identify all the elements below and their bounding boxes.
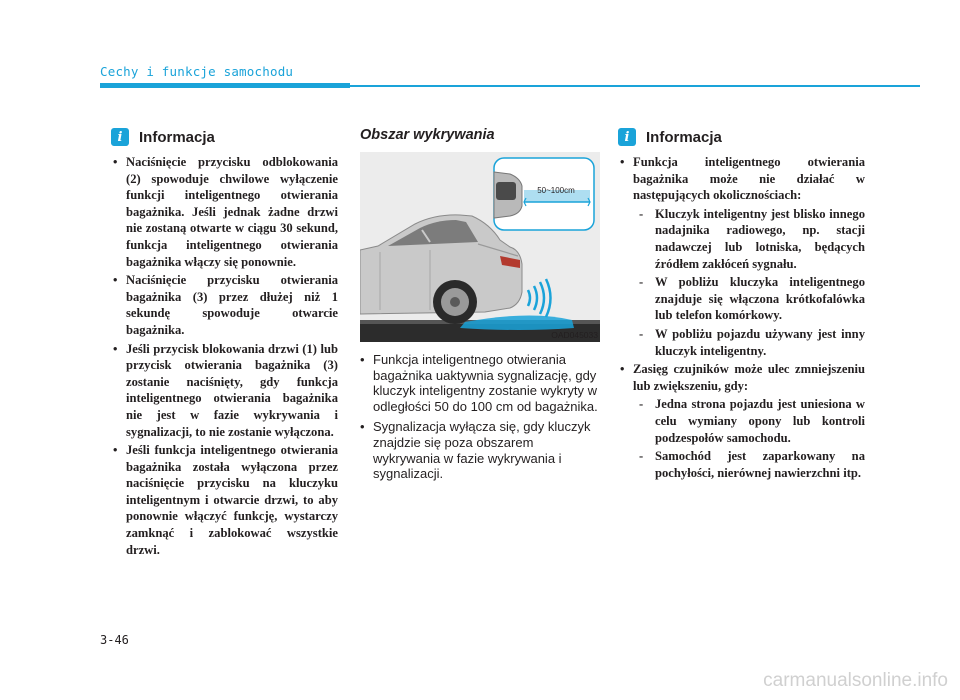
list-item — [620, 154, 865, 359]
right-info-heading — [618, 126, 865, 148]
sub-list — [633, 396, 865, 481]
detection-list — [360, 352, 600, 482]
left-info-heading — [111, 126, 338, 148]
sub-list-item: - Jedna strona pojazdu jest uniesiona w celu wymiany opony lub kontroli podzespołów samochodu. — [633, 396, 865, 446]
list-item: • Funkcja inteligentnego otwierania bagażnika uaktywnia sygnalizację, gdy kluczyk inteligentny zostanie wykryty w odległości 50 do 100 cm od bagażnika. — [360, 352, 600, 414]
left-info-title: Informacja — [139, 128, 215, 146]
sub-list-item: - Samochód jest zaparkowany na pochyłości, nierównej nawierzchni itp. — [633, 448, 865, 481]
page-number: 3-46 — [100, 633, 129, 647]
header-rule-thick — [100, 83, 350, 88]
list-item: • Sygnalizacja wyłącza się, gdy kluczyk znajdzie się poza obszarem wykrywania w fazie wykrywania i sygnalizacji. — [360, 419, 600, 481]
left-info-list — [113, 154, 338, 558]
figure-code: OAD045033 — [551, 330, 598, 340]
watermark[interactable]: carmanualsonline.info — [763, 670, 948, 691]
car-detection-illustration — [360, 152, 600, 342]
section-header-title: Cechy i funkcje samochodu — [100, 64, 294, 79]
list-item-text: Zasięg czujników może ulec zmniejszeniu lub zwiększeniu, gdy: — [633, 362, 865, 393]
section-title: Obszar wykrywania — [360, 127, 495, 143]
list-item — [620, 361, 865, 481]
info-icon: i — [111, 128, 129, 146]
header-rule-thin — [350, 85, 920, 87]
list-item-text: Funkcja inteligentnego otwierania bagażnika może nie działać w następujących okolicznościach: — [633, 155, 865, 203]
detection-area-section — [360, 126, 600, 487]
detection-area-figure — [360, 152, 600, 342]
right-info-title: Informacja — [646, 128, 722, 146]
list-item: • Jeśli przycisk blokowania drzwi (1) lub przycisk otwierania bagażnika (3) zostanie naciśnięty, gdy funkcja inteligentnego otwierania bagażnika nie jest w fazie wykrywania i sygnalizacji, to nie zostanie wyłączona. — [113, 341, 338, 441]
sub-list-item: - Kluczyk inteligentny jest blisko innego nadajnika radiowego, np. stacji nadawczej lub lotniska, będących źródłem zakłóceń sygnału. — [633, 206, 865, 272]
distance-label: 50~100cm — [537, 186, 575, 195]
sub-list-item: - W pobliżu pojazdu używany jest inny kluczyk inteligentny. — [633, 326, 865, 359]
list-item: • Jeśli funkcja inteligentnego otwierania bagażnika została wyłączona przez naciśnięcie przycisku na kluczyku inteligentnym i otwarcie drzwi, to aby ponownie włączyć funkcję, wystarczy zamknąć i zablokować wszystkie drzwi. — [113, 442, 338, 558]
right-info-box — [620, 126, 865, 483]
right-info-list — [620, 154, 865, 481]
left-info-box — [113, 126, 338, 560]
info-icon: i — [618, 128, 636, 146]
list-item: • Naciśnięcie przycisku otwierania bagażnika (3) przez dłużej niż 1 sekundę spowoduje otwarcie bagażnika. — [113, 272, 338, 338]
sub-list — [633, 206, 865, 359]
list-item: • Naciśnięcie przycisku odblokowania (2) spowoduje chwilowe wyłączenie funkcji inteligentnego otwierania bagażnika. Jeśli jednak żadne drzwi nie zostaną otwarte w ciągu 30 sekund, funkcja inteligentnego otwierania bagażnika włączy się ponownie. — [113, 154, 338, 270]
sub-list-item: - W pobliżu kluczyka inteligentnego znajduje się włączona krótkofalówka lub telefon komórkowy. — [633, 274, 865, 324]
